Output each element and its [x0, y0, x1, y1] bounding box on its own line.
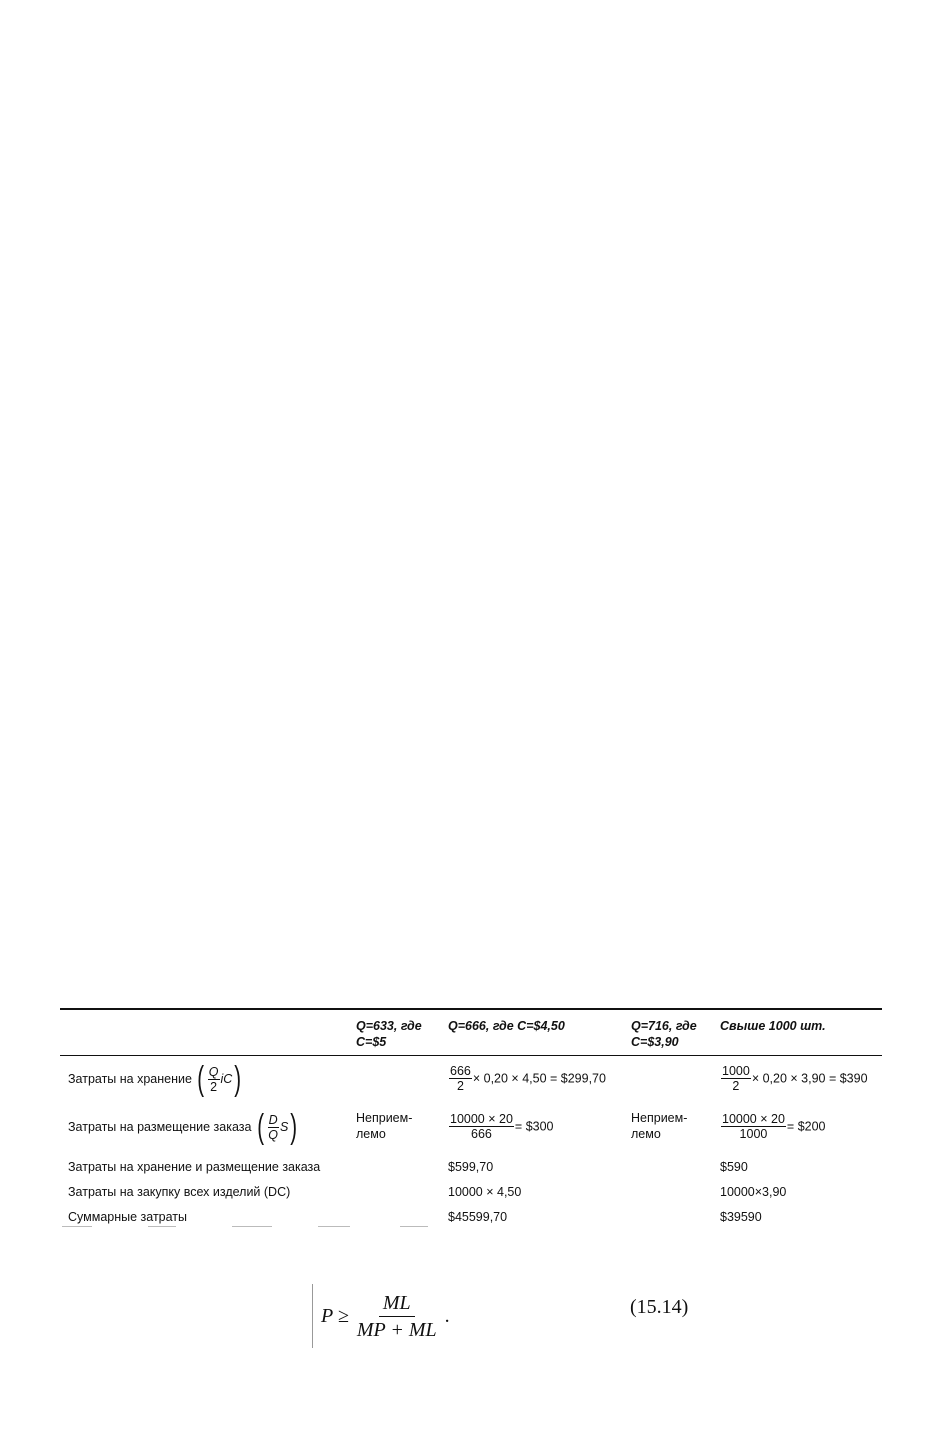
row-holding-ordering-label: Затраты на хранение и размещение заказа — [68, 1160, 321, 1174]
equation-number: (15.14) — [630, 1296, 689, 1318]
scan-artifact — [62, 1226, 92, 1227]
scan-artifact — [400, 1226, 428, 1227]
column-header-q666: Q=666, где C=$4,50 — [448, 1019, 565, 1033]
row-purchase-q666: 10000 × 4,50 — [448, 1185, 522, 1199]
formula-fraction: $\frac{ML}{MP + ML}$ — [356, 1291, 437, 1341]
row-ordering-q716: Неприем- лемо — [631, 1111, 688, 1141]
row-holding-ordering-q666: $599,70 — [448, 1160, 494, 1174]
row-total-label: Суммарные затраты — [68, 1210, 188, 1224]
row-holding-ordering-over-1000: $590 — [720, 1160, 748, 1174]
scan-artifact — [318, 1226, 350, 1227]
row-ordering-q633: Неприем- лемо — [356, 1111, 413, 1141]
formula-lhs: P ≥ — [321, 1304, 349, 1327]
row-holding-over-1000: $\frac{1000}{2}$ × 0,20 × 3,90 = $390 — [722, 1064, 868, 1093]
column-header-over-1000: Свыше 1000 шт. — [720, 1019, 826, 1033]
row-purchase-label: Затраты на закупку всех изделий (DC) — [68, 1185, 291, 1199]
column-header-q716: Q=716, где C=$3,90 — [631, 1019, 697, 1049]
scan-artifact — [148, 1226, 176, 1227]
row-holding-q666: $\frac{666}{2}$ × 0,20 × 4,50 = $299,70 — [450, 1064, 606, 1093]
row-ordering-over-1000: $\frac{10000 \times 20}{1000}$ = $200 — [722, 1112, 826, 1141]
row-ordering-label: Затраты на размещение заказа ( $\frac{D}{Q}$ S) — [68, 1108, 298, 1146]
formula-15-14: P ≥ $\frac{ML}{MP + ML}$ . — [312, 1284, 450, 1348]
row-holding-label: Затраты на хранение ( $\frac{Q}{2}$ iC) — [68, 1060, 242, 1098]
row-purchase-over-1000: 10000×3,90 — [720, 1185, 787, 1199]
row-total-q666: $45599,70 — [448, 1210, 508, 1224]
column-header-q633: Q=633, где C=$5 — [356, 1019, 422, 1049]
row-total-over-1000: $39590 — [720, 1210, 762, 1224]
row-ordering-q666: $\frac{10000 \times 20}{666}$ = $300 — [450, 1112, 554, 1141]
table-header-rule — [60, 1055, 882, 1056]
table-top-rule — [60, 1008, 882, 1010]
scan-artifact — [232, 1226, 272, 1227]
